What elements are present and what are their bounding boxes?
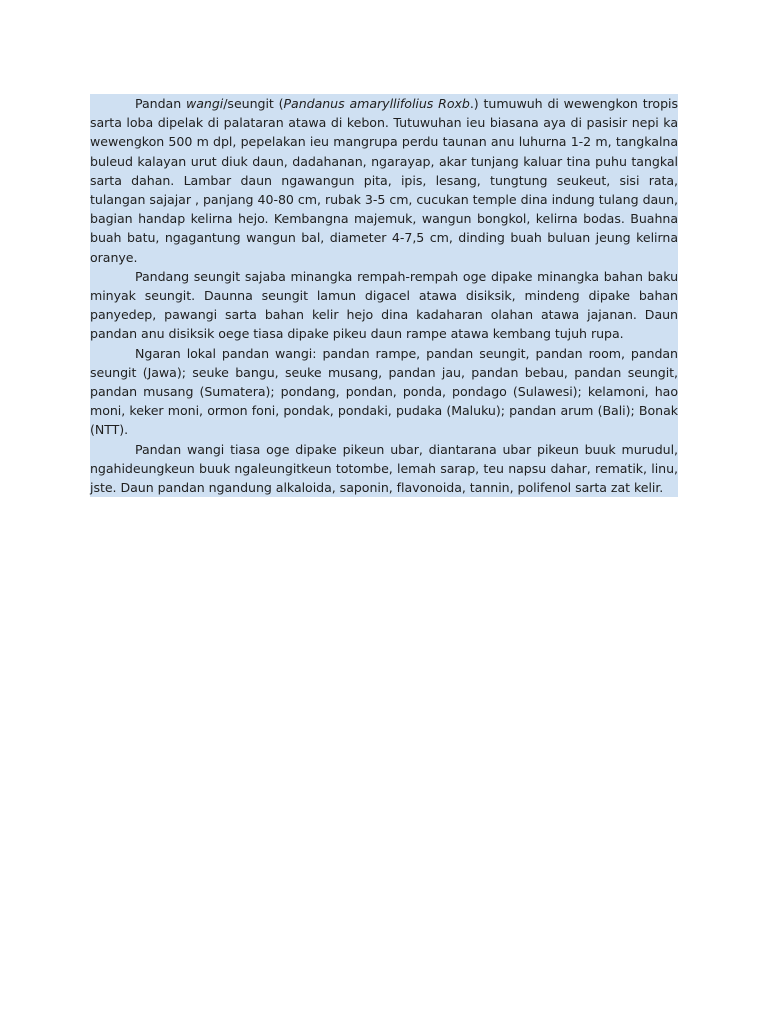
paragraph-1-text: .) tumuwuh di wewengkon tropis sarta loba dipelak di palataran atawa di kebon. Tutuwuhan ieu biasana aya di pasisir nepi ka wewengkon 500 m dpl, pepelakan ieu mangrupa perdu taunan anu luhurna 1-2 m, tangkalna buleud kalayan urut diuk daun, dadahanan, ngarayap, akar tunjang kaluar tina puhu tangkal sarta dahan. Lambar daun ngawangun pita, ipis, lesang, tungtung seukeut, sisi rata, tulangan sajajar , panjang 40-80 cm, rubak 3-5 cm, cucukan temple dina indung tulang daun, bagian handap kelirna hejo. Kembangna majemuk, wangun bongkol, kelirna bodas. Buahna buah batu, ngagantung wangun bal, diameter 4-7,5 cm, dinding buah buluan jeung kelirna oranye. [90, 96, 678, 265]
highlighted-text-block [90, 94, 678, 497]
paragraph-2-text: Pandang seungit sajaba minangka rempah-rempah oge dipake minangka bahan baku minyak seungit. Daunna seungit lamun digacel atawa disiksik, mindeng dipake bahan panyedep, pawangi sarta bahan kelir hejo dina kadaharan olahan atawa jajanan. Daun pandan anu disiksik oege tiasa dipake pikeu daun rampe atawa kembang tujuh rupa. [90, 268, 678, 342]
paragraph-1-text: Pandan [135, 96, 186, 111]
paragraph-1-italic-wangi: wangi [185, 96, 224, 111]
paragraph-3-text: Ngaran lokal pandan wangi: pandan rampe, pandan seungit, pandan room, pandan seungit (Jawa); seuke bangu, seuke musang, pandan jau, pandan bebau, pandan seungit, pandan musang (Sumatera); pondang, pondan, ponda, pondago (Sulawesi); kelamoni, hao moni, keker moni, ormon foni, pondak, pondaki, pudaka (Maluku); pandan arum (Bali); Bonak (NTT). [90, 345, 678, 438]
paragraph-3 [90, 344, 678, 440]
paragraph-4 [90, 440, 678, 498]
paragraph-4-text: Pandan wangi tiasa oge dipake pikeun ubar, diantarana ubar pikeun buuk murudul, ngahideungkeun buuk ngaleungitkeun totombe, lemah sarap, teu napsu dahar, rematik, linu, jste. Daun pandan ngandung alkaloida, saponin, flavonoida, tannin, polifenol sarta zat kelir. [90, 441, 678, 496]
paragraph-1-italic-species: Pandanus amaryllifolius Roxb [283, 96, 470, 111]
paragraph-1 [90, 94, 678, 267]
paragraph-1-text: /seungit ( [223, 96, 284, 111]
paragraph-2 [90, 267, 678, 344]
